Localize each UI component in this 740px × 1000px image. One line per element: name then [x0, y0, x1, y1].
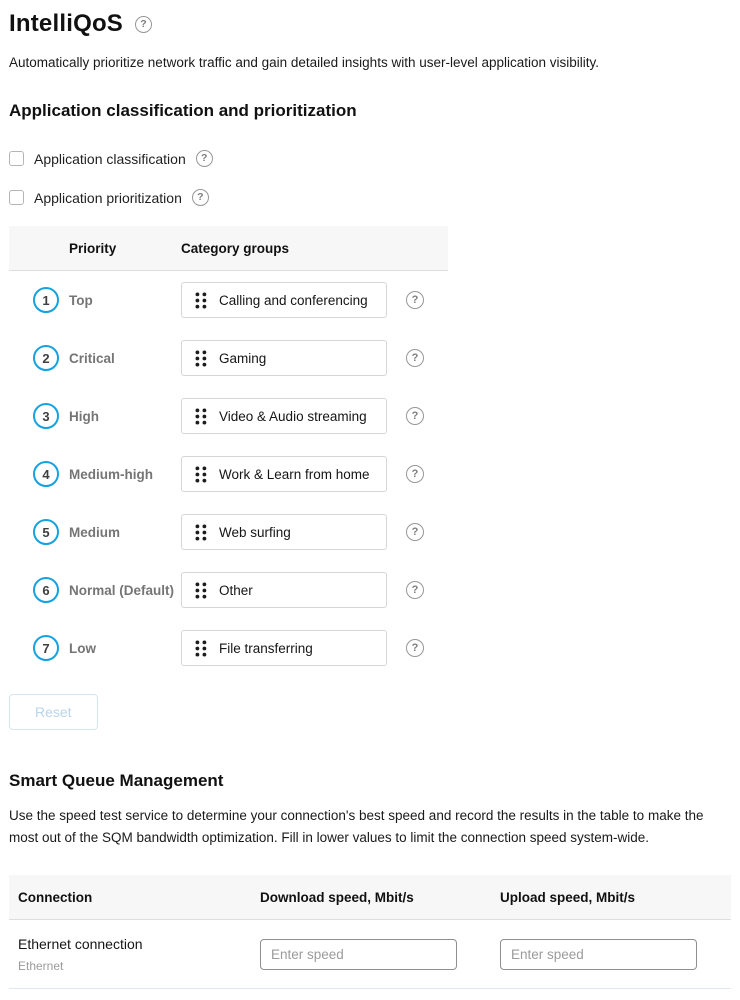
category-group-item[interactable]: [181, 340, 387, 376]
category-group-item[interactable]: [181, 282, 387, 318]
connection-cell: [9, 936, 260, 973]
priority-number-cell: [9, 461, 69, 487]
category-group-label: Video & Audio streaming: [219, 408, 367, 424]
category-group-item[interactable]: [181, 630, 387, 666]
download-speed-column-header: Download speed, Mbit/s: [260, 889, 414, 905]
category-group-item[interactable]: [181, 514, 387, 550]
priority-table-header: [9, 226, 448, 271]
category-group-label: Other: [219, 582, 253, 598]
priority-number-badge: 4: [33, 461, 59, 487]
category-group-item[interactable]: [181, 456, 387, 492]
priority-number-badge: 7: [33, 635, 59, 661]
application-prioritization-checkbox[interactable]: [9, 190, 24, 205]
application-prioritization-checkbox-row: [9, 189, 731, 206]
priority-row: [9, 387, 448, 445]
priority-number-cell: [9, 519, 69, 545]
priority-number-cell: [9, 635, 69, 661]
category-group-item[interactable]: [181, 572, 387, 608]
help-icon[interactable]: ?: [406, 407, 424, 425]
drag-handle-icon[interactable]: [195, 524, 207, 541]
drag-handle-icon[interactable]: [195, 350, 207, 367]
priority-number-cell: [9, 403, 69, 429]
help-icon[interactable]: ?: [406, 523, 424, 541]
sqm-description: Use the speed test service to determine your connection's best speed and record the results in the table to make the most out of the SQM bandwidth optimization. Fill in lower values to limit the connection speed system-wide.: [9, 808, 704, 845]
checkbox-label: Application classification: [34, 150, 186, 167]
help-icon[interactable]: ?: [406, 639, 424, 657]
checkbox-label: Application prioritization: [34, 189, 182, 206]
help-icon[interactable]: ?: [406, 349, 424, 367]
priority-row: [9, 619, 448, 677]
help-icon[interactable]: ?: [196, 150, 213, 167]
help-icon[interactable]: ?: [406, 465, 424, 483]
category-group-label: Gaming: [219, 350, 267, 366]
upload-speed-column-header: Upload speed, Mbit/s: [500, 889, 636, 905]
download-speed-cell: [260, 939, 500, 970]
category-group-item[interactable]: [181, 398, 387, 434]
priority-label: High: [69, 408, 99, 424]
priority-row: [9, 503, 448, 561]
category-groups-column-header: Category groups: [181, 240, 290, 256]
page-title-row: [9, 10, 731, 38]
priority-column-header: Priority: [69, 240, 117, 256]
sqm-table-header: [9, 875, 731, 920]
priority-number-badge: 6: [33, 577, 59, 603]
help-icon[interactable]: ?: [406, 581, 424, 599]
priority-number-badge: 2: [33, 345, 59, 371]
application-classification-checkbox-row: [9, 150, 731, 167]
priority-row: [9, 561, 448, 619]
help-icon[interactable]: ?: [406, 291, 424, 309]
priority-label: Normal (Default): [69, 582, 175, 598]
category-group-label: Calling and conferencing: [219, 292, 368, 308]
sqm-table: [9, 875, 731, 989]
drag-handle-icon[interactable]: [195, 582, 207, 599]
priority-label: Critical: [69, 350, 115, 366]
priority-label: Low: [69, 640, 96, 656]
priority-row: [9, 271, 448, 329]
download-speed-input[interactable]: [260, 939, 457, 970]
priority-table-body: [9, 271, 448, 677]
priority-table: [9, 226, 448, 677]
category-group-label: Web surfing: [219, 524, 291, 540]
priority-row: [9, 445, 448, 503]
reset-button[interactable]: Reset: [9, 694, 98, 730]
drag-handle-icon[interactable]: [195, 408, 207, 425]
priority-row: [9, 329, 448, 387]
priority-number-badge: 3: [33, 403, 59, 429]
priority-number-badge: 5: [33, 519, 59, 545]
connection-column-header: Connection: [18, 889, 93, 905]
page-description: Automatically prioritize network traffic and gain detailed insights with user-level application visibility.: [9, 55, 600, 70]
drag-handle-icon[interactable]: [195, 640, 207, 657]
category-group-label: File transferring: [219, 640, 313, 656]
priority-number-cell: [9, 345, 69, 371]
connection-name: Ethernet connection: [18, 935, 143, 952]
drag-handle-icon[interactable]: [195, 466, 207, 483]
priority-number-cell: [9, 287, 69, 313]
upload-speed-cell: [500, 939, 697, 970]
connection-subtitle: Ethernet: [18, 958, 64, 973]
priority-label: Top: [69, 292, 93, 308]
classification-section-heading: Application classification and prioritization: [9, 101, 357, 120]
upload-speed-input[interactable]: [500, 939, 697, 970]
page-title: IntelliQoS: [9, 10, 124, 37]
sqm-section-heading: Smart Queue Management: [9, 771, 224, 790]
priority-number-badge: 1: [33, 287, 59, 313]
drag-handle-icon[interactable]: [195, 292, 207, 309]
category-group-label: Work & Learn from home: [219, 466, 370, 482]
priority-number-cell: [9, 577, 69, 603]
help-icon[interactable]: ?: [135, 16, 152, 33]
connection-row-ethernet: [9, 920, 731, 989]
priority-label: Medium-high: [69, 466, 153, 482]
priority-label: Medium: [69, 524, 121, 540]
help-icon[interactable]: ?: [192, 189, 209, 206]
application-classification-checkbox[interactable]: [9, 151, 24, 166]
